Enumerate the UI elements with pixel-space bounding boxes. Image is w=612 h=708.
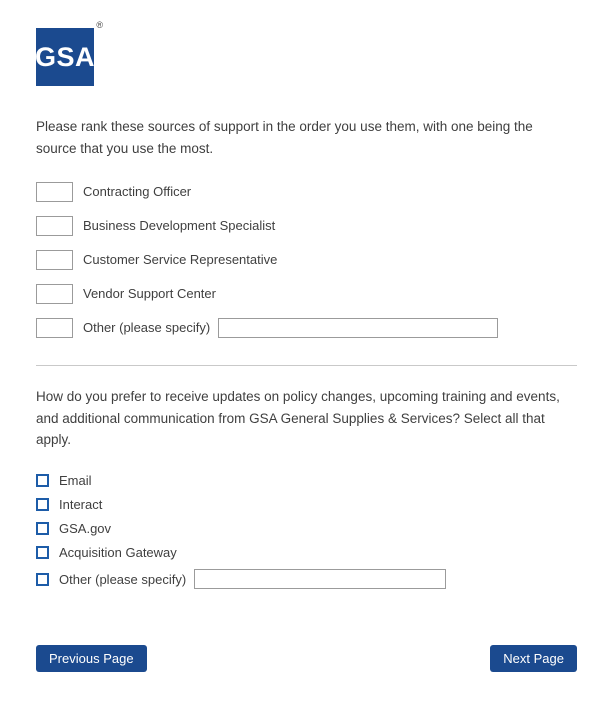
ranking-list <box>36 182 577 338</box>
checkbox-label-acquisition-gateway: Acquisition Gateway <box>59 545 177 561</box>
rank-input-vendor-support-center[interactable] <box>36 284 73 304</box>
rank-label-business-development-specialist: Business Development Specialist <box>83 218 276 234</box>
checkbox-other[interactable] <box>36 573 49 586</box>
checkbox-row-gsa-gov <box>36 521 577 536</box>
checkbox-row-other <box>36 569 577 589</box>
checkbox-label-other: Other (please specify) <box>59 571 187 587</box>
previous-page-button[interactable]: Previous Page <box>36 645 147 672</box>
rank-input-contracting-officer[interactable] <box>36 182 73 202</box>
rank-input-business-development-specialist[interactable] <box>36 216 73 236</box>
checkbox-email[interactable] <box>36 474 49 487</box>
rank-row-customer-service-representative <box>36 250 577 270</box>
checkbox-label-interact: Interact <box>59 497 103 513</box>
updates-checkbox-list <box>36 473 577 589</box>
rank-row-vendor-support-center <box>36 284 577 304</box>
rank-row-other <box>36 318 577 338</box>
updates-other-specify-input[interactable] <box>194 569 446 589</box>
checkbox-acquisition-gateway[interactable] <box>36 546 49 559</box>
rank-input-other[interactable] <box>36 318 73 338</box>
rank-row-business-development-specialist <box>36 216 577 236</box>
section-divider <box>36 365 577 366</box>
checkbox-label-email: Email <box>59 473 92 489</box>
next-page-button[interactable]: Next Page <box>490 645 577 672</box>
checkbox-row-email <box>36 473 577 488</box>
rank-other-specify-input[interactable] <box>218 318 498 338</box>
checkbox-row-acquisition-gateway <box>36 545 577 560</box>
rank-input-customer-service-representative[interactable] <box>36 250 73 270</box>
checkbox-interact[interactable] <box>36 498 49 511</box>
checkbox-gsa-gov[interactable] <box>36 522 49 535</box>
rank-row-contracting-officer <box>36 182 577 202</box>
gsa-logo-text: GSA <box>35 41 96 72</box>
rank-label-contracting-officer: Contracting Officer <box>83 184 192 200</box>
checkbox-label-gsa-gov: GSA.gov <box>59 521 112 537</box>
checkbox-row-interact <box>36 497 577 512</box>
registered-trademark-mark: ® <box>96 20 103 30</box>
gsa-logo-square <box>36 28 94 86</box>
gsa-logo <box>35 20 103 86</box>
rank-label-other: Other (please specify) <box>83 320 211 336</box>
rank-label-customer-service-representative: Customer Service Representative <box>83 252 278 268</box>
rank-label-vendor-support-center: Vendor Support Center <box>83 286 216 302</box>
updates-question-text: How do you prefer to receive updates on policy changes, upcoming training and events, and additional communication from GSA General Supplies & Services? Select all that apply. <box>36 388 560 448</box>
ranking-question-text: Please rank these sources of support in the order you use them, with one being the source that you use the most. <box>36 119 533 156</box>
navigation-buttons <box>36 645 577 672</box>
